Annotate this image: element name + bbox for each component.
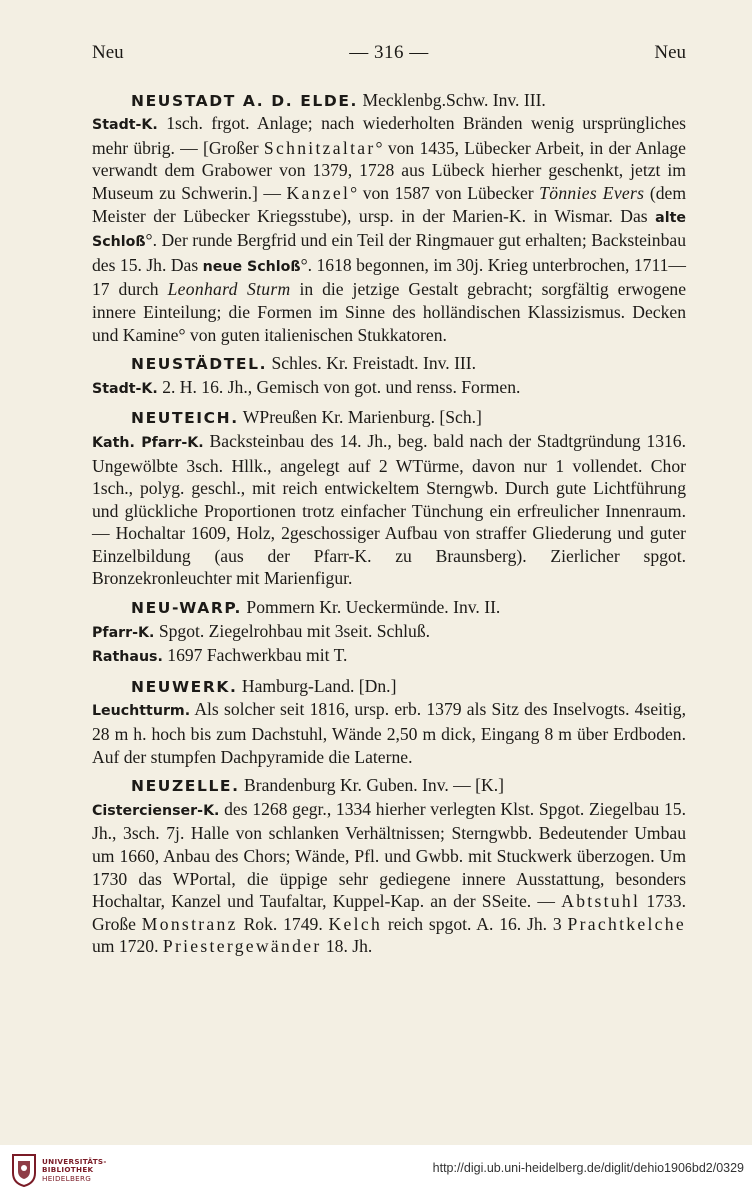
text-run: °. 1618 begonnen, im 30j. Krieg unterbrochen, 1711—17 durch <box>92 254 686 300</box>
subject-label: alte Schloß <box>92 209 686 251</box>
entry <box>92 675 686 768</box>
entry-meta: Mecklenbg.Schw. Inv. III. <box>358 89 546 110</box>
subject-label: Pfarr-K. <box>92 624 155 641</box>
footer <box>0 1145 752 1197</box>
entry-paragraph <box>92 620 686 645</box>
entry-meta: Schles. Kr. Freistadt. Inv. III. <box>267 353 477 374</box>
entry-title: NEUSTADT A. D. ELDE. <box>131 91 359 110</box>
header-right: Neu <box>654 42 686 63</box>
entry-heading <box>92 406 686 430</box>
object-name: Abtstuhl <box>561 891 641 912</box>
object-name: Kanzel <box>286 182 351 203</box>
text-run: reich spgot. A. 16. Jh. 3 <box>382 913 568 934</box>
subject-label: Cistercienser-K. <box>92 802 220 819</box>
entry-heading <box>92 774 686 798</box>
entry-paragraph <box>92 376 686 401</box>
text-run: in die jetzige Gestalt gebracht; sorgfältig erwogene innere Einteilung; die Formen im Sinne des holländischen Klassizismus. Decken und Kamine° von guten italienischen Stukkatoren. <box>92 279 687 345</box>
subject-label: Kath. Pfarr-K. <box>92 434 204 451</box>
text-run: 1sch. frgot. Anlage; nach wiederholten Bränden wenig ursprüngliches mehr übrig. — [Großer <box>92 113 686 158</box>
entry <box>92 89 686 347</box>
entry <box>92 596 686 669</box>
text-run: ° von 1435, Lübecker Arbeit, in der Anlage verwandt dem Grabower von 1379, 1728 aus Lübeck hierher geschenkt, jetzt im Museum zu Schwerin.] — <box>92 137 686 203</box>
subject-label: Leuchtturm. <box>92 703 191 720</box>
subject-label: Stadt-K. <box>92 117 158 134</box>
object-name: Priestergewänder <box>162 936 322 957</box>
header-left: Neu <box>92 42 124 63</box>
library-name: UNIVERSITÄTS- BIBLIOTHEK HEIDELBERG <box>42 1157 107 1183</box>
object-name: Prachtkelche <box>567 913 686 934</box>
text-run: Als solcher seit 1816, ursp. erb. 1379 als Sitz des Inselvogts. 4seitig, 28 m h. hoch bis zum Dachstuhl, Wände 2,50 m dick, Eingang 8 m über Erdboden. Auf der stumpfen Dachpyramide die Laterne. <box>92 699 686 767</box>
text-run: Spgot. Ziegelrohbau mit 3seit. Schluß. <box>154 620 431 641</box>
text-run: Rok. 1749. <box>237 913 329 934</box>
text-run: Backsteinbau des 14. Jh., beg. bald nach der Stadtgründung 1316. Ungewölbte 3sch. Hllk., angelegt auf 2 WTürme, davon nur 1 vollendet. Chor 1sch., polyg. geschl., mit reich entwickeltem Sterngwb. Durch gute Lichtführung und glückliche Proportionen trotz einfacher Tünchung ein erfreulicher Innenraum. — Hochaltar 1609, Holz, 2geschossiger Aufbau von straffer Gliederung und guter Einzelbildung (aus der Pfarr-K. zu Braunsberg). Zierlicher spgot. Bronzekronleuchter mit Marienfigur. <box>92 430 686 589</box>
text-run: 1697 Fachwerkbau mit T. <box>162 645 348 666</box>
entry-paragraph <box>92 798 686 958</box>
entry-list <box>92 89 686 958</box>
entry <box>92 352 686 400</box>
text-run: 2. H. 16. Jh., Gemisch von got. und renss. Formen. <box>157 376 521 397</box>
entry-heading <box>92 675 686 699</box>
entry-paragraph <box>92 644 686 669</box>
entry-heading <box>92 352 686 376</box>
text-run: um 1720. <box>92 936 163 957</box>
entry-title: NEU-WARP. <box>131 599 243 618</box>
entry-title: NEUSTÄDTEL. <box>131 355 268 374</box>
library-seal-icon <box>10 1153 38 1187</box>
entry-title: NEUWERK. <box>131 677 238 696</box>
entry-title: NEUZELLE. <box>131 777 240 796</box>
entry-paragraph <box>92 430 686 590</box>
entry-meta: Brandenburg Kr. Guben. Inv. — [K.] <box>239 775 504 796</box>
page-body <box>92 42 686 964</box>
text-run: °. Der runde Bergfrid und ein Teil der Ringmauer gut erhalten; Backsteinbau des 15. Jh. Das <box>92 230 686 275</box>
text-run: ° von 1587 von Lübecker <box>350 182 540 203</box>
page-number: — 316 — <box>349 42 429 63</box>
source-url[interactable]: http://digi.ub.uni-heidelberg.de/diglit/dehio1906bd2/0329 <box>432 1161 744 1175</box>
entry <box>92 774 686 958</box>
entry-meta: Hamburg-Land. [Dn.] <box>237 675 397 696</box>
subject-label: Rathaus. <box>92 649 163 666</box>
entry-meta: Pommern Kr. Ueckermünde. Inv. II. <box>242 597 501 618</box>
object-name: Monstranz <box>141 913 238 934</box>
entry <box>92 406 686 590</box>
object-name: Schnitzaltar <box>263 137 376 158</box>
entry-paragraph <box>92 698 686 768</box>
subject-label: neue Schloß <box>202 258 301 275</box>
entry-heading <box>92 89 686 113</box>
object-name: Kelch <box>328 913 383 934</box>
text-run: 1733. Große <box>92 891 687 934</box>
subject-label: Stadt-K. <box>92 380 158 397</box>
artist-name: Tönnies Evers <box>539 182 645 203</box>
entry-meta: WPreußen Kr. Marienburg. [Sch.] <box>238 407 482 428</box>
running-header <box>92 42 686 65</box>
entry-paragraph <box>92 112 686 346</box>
entry-title: NEUTEICH. <box>131 409 239 428</box>
artist-name: Leonhard Sturm <box>167 279 291 300</box>
text-run: 18. Jh. <box>321 936 373 957</box>
text-run: des 1268 gegr., 1334 hierher verlegten Klst. Spgot. Ziegelbau 15. Jh., 3sch. 7j. Halle von schlanken Verhältnissen; Sterngwbb. Bedeutender Umbau um 1660, Anbau des Chors; Wände, Pfl. und Gwbb. mit Stuckwerk überzogen. Um 1730 das WPortal, die üppige sehr gediegene innere Ausstattung, besonders Hochaltar, Kanzel und Taufaltar, Kuppel-Kap. an der SSeite. — <box>92 798 686 912</box>
entry-heading <box>92 596 686 620</box>
text-run: (dem Meister der Lübecker Kriegsstube), ursp. in der Marien-K. in Wismar. Das <box>92 182 687 226</box>
